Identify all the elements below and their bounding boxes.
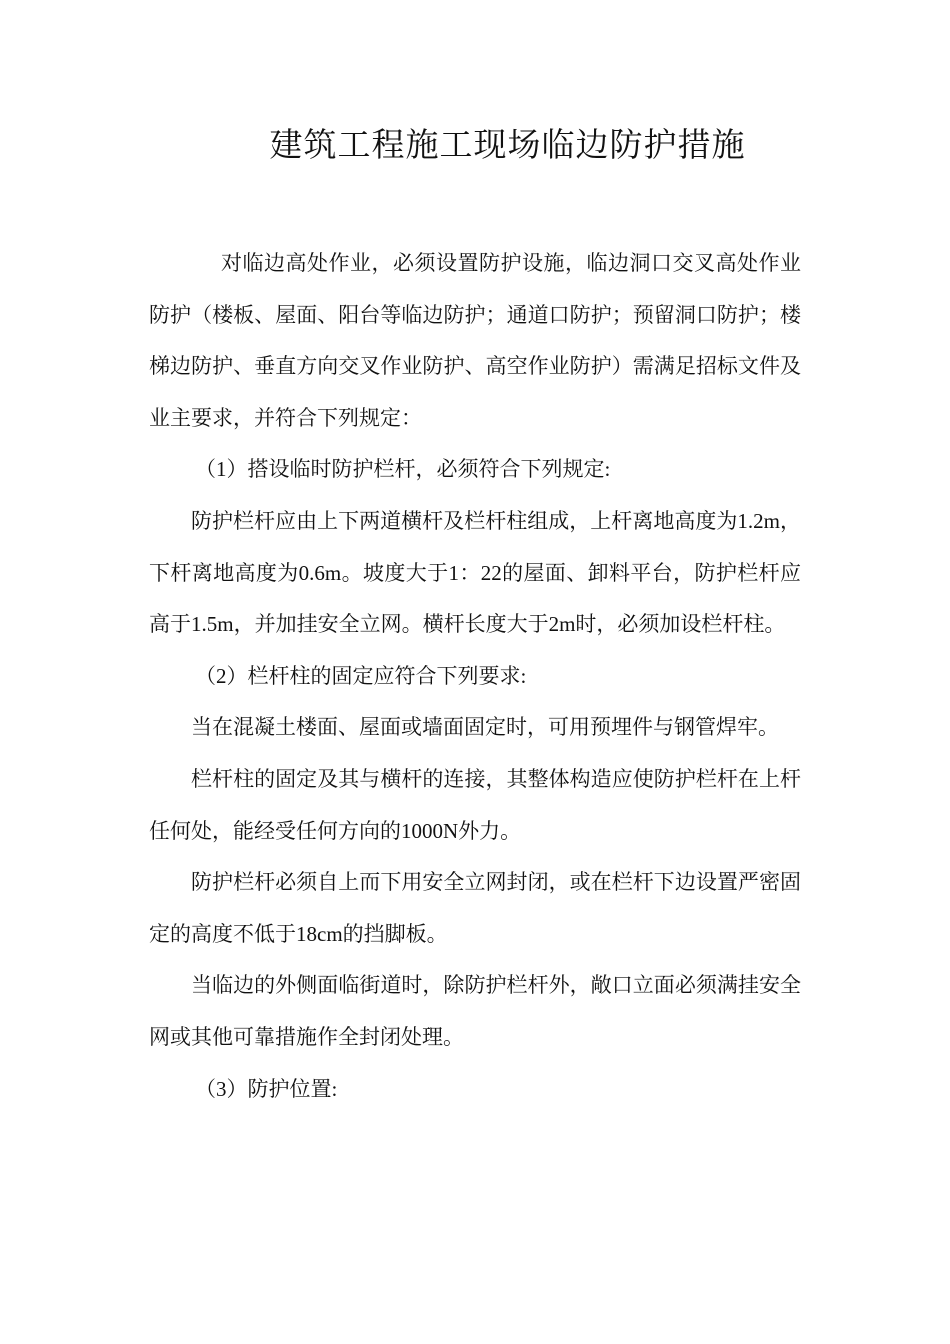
section-heading-2: （2）栏杆柱的固定应符合下列要求: xyxy=(195,663,527,688)
paragraph-street-side: 当临边的外侧面临街道时，除防护栏杆外，敞口立面必须满挂安全网或其他可靠措施作全封闭处理。 xyxy=(149,973,801,1049)
section-heading-1: （1）搭设临时防护栏杆，必须符合下列规定: xyxy=(195,457,611,482)
paragraph-concrete-fixing: 当在混凝土楼面、屋面或墙面固定时，可用预埋件与钢管焊牢。 xyxy=(191,715,779,740)
document-body xyxy=(149,238,801,1115)
paragraph-intro: 对临边高处作业，必须设置防护设施，临边洞口交叉高处作业防护（楼板、屋面、阳台等临边防护；通道口防护；预留洞口防护；楼梯边防护、垂直方向交叉作业防护、高空作业防护）需满足招标文件及业主要求，并符合下列规定： xyxy=(149,251,801,430)
document-title: 建筑工程施工现场临边防护措施 xyxy=(269,128,746,164)
paragraph-railing-spec: 防护栏杆应由上下两道横杆及栏杆柱组成，上杆离地高度为1.2m，下杆离地高度为0.6m。坡度大于1：22的屋面、卸料平台，防护栏杆应高于1.5m，并加挂安全立网。横杆长度大于2m时，必须加设栏杆柱。 xyxy=(149,508,801,637)
section-heading-3: （3）防护位置: xyxy=(195,1076,338,1101)
paragraph-safety-net: 防护栏杆必须自上而下用安全立网封闭，或在栏杆下边设置严密固定的高度不低于18cm的挡脚板。 xyxy=(149,870,801,946)
paragraph-post-connection: 栏杆柱的固定及其与横杆的连接，其整体构造应使防护栏杆在上杆任何处，能经受任何方向的1000N外力。 xyxy=(149,766,801,843)
